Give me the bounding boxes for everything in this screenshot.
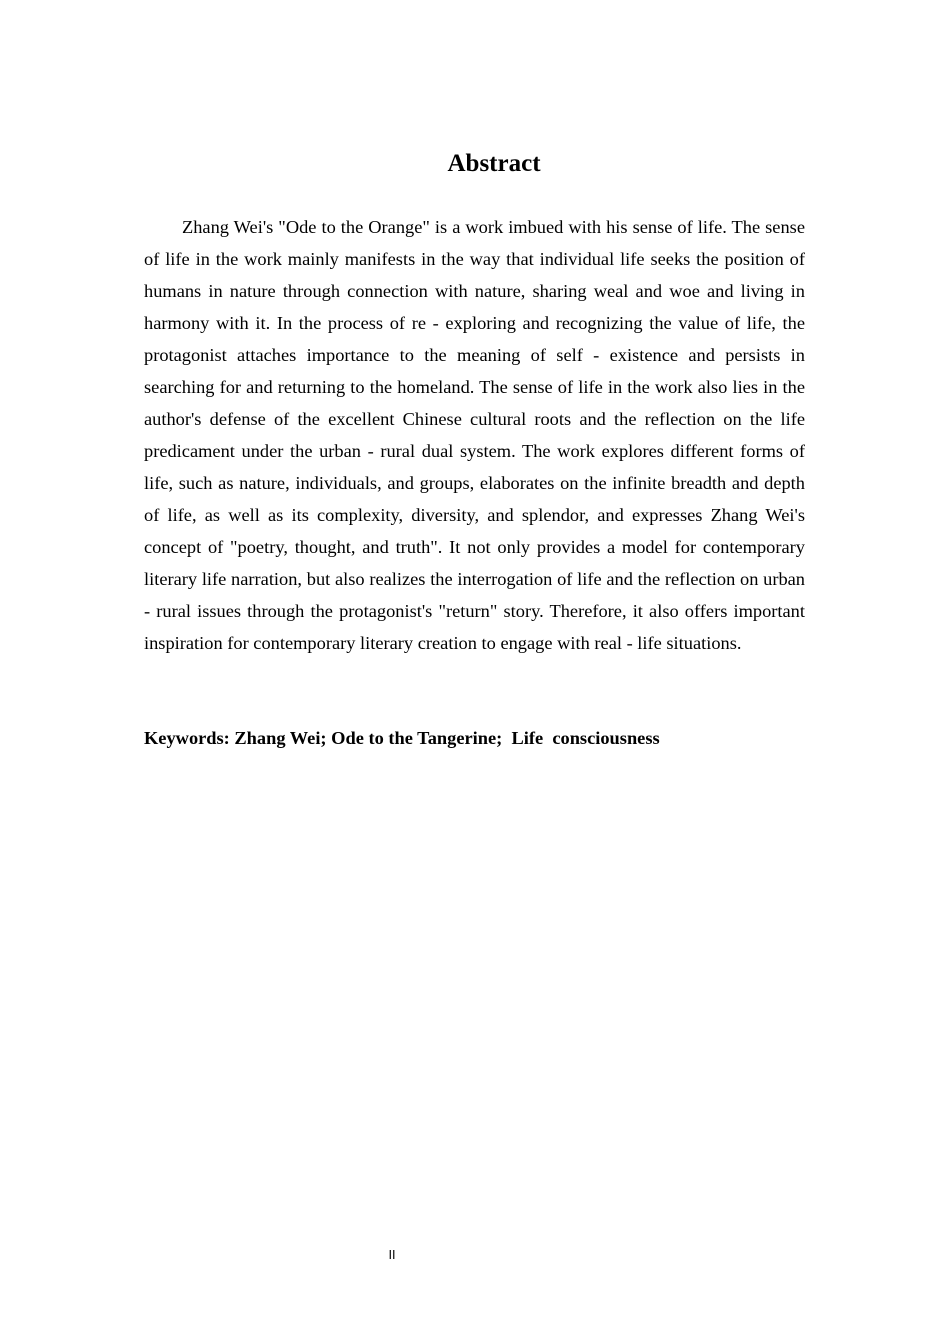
abstract-title: Abstract [447,150,541,177]
abstract-body: Zhang Wei's "Ode to the Orange" is a work imbued with his sense of life. The sense of life in the work mainly manifests in the way that individual life seeks the position of humans in nature through connection with nature, sharing weal and woe and living in harmony with it. In the process of re - exploring and recognizing the value of life, the protagonist attaches importance to the meaning of self - existence and persists in searching for and returning to the homeland. The sense of life in the work also lies in the author's defense of the excellent Chinese cultural roots and the reflection on the life predicament under the urban - rural dual system. The work explores different forms of life, such as nature, individuals, and groups, elaborates on the infinite breadth and depth of life, as well as its complexity, diversity, and splendor, and expresses Zhang Wei's concept of "poetry, thought, and truth". It not only provides a model for contemporary literary life narration, but also realizes the interrogation of life and the reflection on urban - rural issues through the protagonist's "return" story. Therefore, it also offers important inspiration for contemporary literary creation to engage with real - life situations. [144,217,805,653]
page-number: II [388,1248,396,1262]
keywords-line: Keywords: Zhang Wei; Ode to the Tangerine; Life consciousness [144,728,660,748]
